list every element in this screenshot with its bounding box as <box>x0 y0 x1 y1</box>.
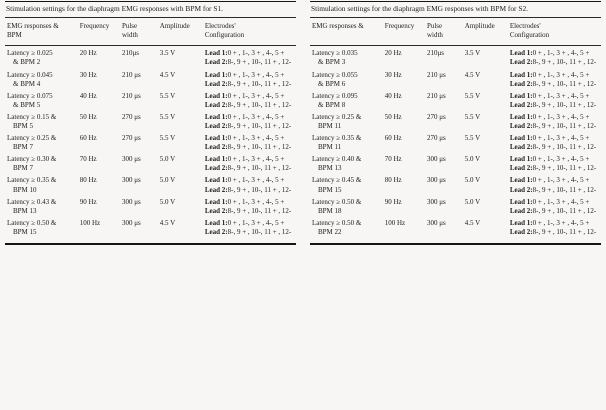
cell-amplitude: 5.0 V <box>159 176 176 185</box>
cell-emg-response-bpm: Latency ≥ 0.25 & BPM 7 <box>7 134 57 152</box>
lead-label: Lead 1: <box>509 197 533 206</box>
cell-electrodes-configuration: Lead 1:0 + , 1-, 3 + , 4-, 5 + Lead 2:8-, 9 + , 10-, 11 + , 12- <box>204 91 292 109</box>
lead-label: Lead 2: <box>204 185 228 194</box>
cell-frequency: 40 Hz <box>384 91 402 100</box>
lead-label: Lead 1: <box>204 134 228 143</box>
header-cell: EMG responses & BPM <box>7 21 59 39</box>
cell-pulse-width: 300 μs <box>426 218 446 227</box>
cell-frequency: 80 Hz <box>79 176 97 185</box>
table-row <box>310 48 601 69</box>
cell-electrodes-configuration: Lead 1:0 + , 1-, 3 + , 4-, 5 + Lead 2:8-, 9 + , 10-, 11 + , 12- <box>204 112 292 130</box>
cell-amplitude: 5.5 V <box>159 134 176 143</box>
table-row <box>5 175 296 196</box>
cell-pulse-width: 210 μs <box>426 70 446 79</box>
lead-label: Lead 1: <box>509 155 533 164</box>
table-row <box>310 90 601 111</box>
cell-amplitude: 5.5 V <box>159 91 176 100</box>
cell-amplitude: 5.0 V <box>159 197 176 206</box>
cell-emg-response-bpm: Latency ≥ 0.45 & BPM 15 <box>312 176 362 194</box>
cell-amplitude: 5.5 V <box>464 112 481 121</box>
cell-frequency: 60 Hz <box>79 134 97 143</box>
cell-electrodes-configuration: Lead 1:0 + , 1-, 3 + , 4-, 5 + Lead 2:8-, 9 + , 10-, 11 + , 12- <box>509 176 597 194</box>
lead-label: Lead 1: <box>509 49 533 58</box>
cell-amplitude: 5.5 V <box>464 134 481 143</box>
cell-frequency: 90 Hz <box>79 197 97 206</box>
table-s1-header-row <box>5 18 296 46</box>
cell-emg-response-bpm: Latency ≥ 0.35 & BPM 11 <box>312 134 362 152</box>
cell-frequency: 100 Hz <box>384 218 406 227</box>
header-cell: Amplitude <box>159 21 190 30</box>
table-row <box>310 196 601 217</box>
cell-amplitude: 5.0 V <box>464 176 481 185</box>
lead-label: Lead 1: <box>204 49 228 58</box>
cell-pulse-width: 300 μs <box>121 218 141 227</box>
lead-label: Lead 2: <box>509 185 533 194</box>
header-cell: Electrodes' Configuration <box>509 21 550 39</box>
lead-label: Lead 2: <box>204 164 228 173</box>
header-cell: Pulse width <box>426 21 443 39</box>
cell-electrodes-configuration: Lead 1:0 + , 1-, 3 + , 4-, 5 + Lead 2:8-, 9 + , 10-, 11 + , 12- <box>509 197 597 215</box>
cell-pulse-width: 300 μs <box>121 155 141 164</box>
table-row <box>5 111 296 132</box>
cell-pulse-width: 300 μs <box>426 197 446 206</box>
cell-frequency: 40 Hz <box>79 91 97 100</box>
cell-frequency: 80 Hz <box>384 176 402 185</box>
cell-emg-response-bpm: Latency ≥ 0.045 & BPM 4 <box>7 70 53 88</box>
cell-emg-response-bpm: Latency ≥ 0.075 & BPM 5 <box>7 91 53 109</box>
table-s1-body <box>5 46 296 245</box>
cell-emg-response-bpm: Latency ≥ 0.43 & BPM 13 <box>7 197 57 215</box>
table-row <box>5 133 296 154</box>
lead-label: Lead 1: <box>204 112 228 121</box>
table-row <box>5 154 296 175</box>
header-cell: Pulse width <box>121 21 138 39</box>
cell-amplitude: 5.5 V <box>159 112 176 121</box>
header-cell: Electrodes' Configuration <box>204 21 245 39</box>
header-cell: EMG responses & <box>312 21 364 30</box>
header-cell: Frequency <box>384 21 415 30</box>
lead-label: Lead 2: <box>204 143 228 152</box>
lead-label: Lead 2: <box>509 206 533 215</box>
table-row <box>310 111 601 132</box>
cell-electrodes-configuration: Lead 1:0 + , 1-, 3 + , 4-, 5 + Lead 2:8-, 9 + , 10-, 11 + , 12- <box>509 70 597 88</box>
cell-pulse-width: 300 μs <box>121 197 141 206</box>
lead-label: Lead 1: <box>204 91 228 100</box>
lead-label: Lead 1: <box>509 91 533 100</box>
cell-pulse-width: 270 μs <box>426 134 446 143</box>
cell-electrodes-configuration: Lead 1:0 + , 1-, 3 + , 4-, 5 + Lead 2:8-, 9 + , 10-, 11 + , 12- <box>204 49 292 67</box>
cell-amplitude: 5.5 V <box>464 91 481 100</box>
lead-label: Lead 1: <box>204 176 228 185</box>
cell-frequency: 30 Hz <box>384 70 402 79</box>
table-s1-title: Stimulation settings for the diaphragm EMG responses with BPM for S1. <box>5 2 296 18</box>
table-row <box>5 90 296 111</box>
lead-label: Lead 1: <box>204 197 228 206</box>
cell-emg-response-bpm: Latency ≥ 0.35 & BPM 10 <box>7 176 57 194</box>
lead-label: Lead 2: <box>204 227 228 236</box>
lead-label: Lead 2: <box>509 58 533 67</box>
lead-label: Lead 2: <box>509 227 533 236</box>
cell-amplitude: 4.5 V <box>464 70 481 79</box>
cell-frequency: 50 Hz <box>384 112 402 121</box>
table-row <box>5 69 296 90</box>
cell-emg-response-bpm: Latency ≥ 0.40 & BPM 13 <box>312 155 362 173</box>
cell-amplitude: 5.0 V <box>464 197 481 206</box>
lead-label: Lead 1: <box>509 134 533 143</box>
cell-pulse-width: 210 μs <box>121 91 141 100</box>
cell-electrodes-configuration: Lead 1:0 + , 1-, 3 + , 4-, 5 + Lead 2:8-, 9 + , 10-, 11 + , 12- <box>509 218 597 236</box>
table-row <box>5 48 296 69</box>
cell-pulse-width: 270 μs <box>426 112 446 121</box>
cell-electrodes-configuration: Lead 1:0 + , 1-, 3 + , 4-, 5 + Lead 2:8-, 9 + , 10-, 11 + , 12- <box>204 218 292 236</box>
cell-pulse-width: 300 μs <box>426 176 446 185</box>
cell-frequency: 70 Hz <box>79 155 97 164</box>
lead-label: Lead 1: <box>509 176 533 185</box>
table-s1 <box>5 1 296 245</box>
cell-amplitude: 3.5 V <box>159 49 176 58</box>
cell-amplitude: 4.5 V <box>159 218 176 227</box>
table-row <box>310 154 601 175</box>
cell-emg-response-bpm: Latency ≥ 0.50 & BPM 18 <box>312 197 362 215</box>
table-row <box>5 217 296 238</box>
lead-label: Lead 2: <box>204 121 228 130</box>
cell-pulse-width: 210 μs <box>426 91 446 100</box>
table-row <box>310 69 601 90</box>
lead-label: Lead 1: <box>204 70 228 79</box>
cell-electrodes-configuration: Lead 1:0 + , 1-, 3 + , 4-, 5 + Lead 2:8-, 9 + , 10-, 11 + , 12- <box>204 134 292 152</box>
lead-label: Lead 2: <box>204 100 228 109</box>
lead-label: Lead 2: <box>509 143 533 152</box>
cell-electrodes-configuration: Lead 1:0 + , 1-, 3 + , 4-, 5 + Lead 2:8-, 9 + , 10-, 11 + , 12- <box>204 70 292 88</box>
lead-label: Lead 2: <box>204 58 228 67</box>
cell-frequency: 100 Hz <box>79 218 101 227</box>
cell-electrodes-configuration: Lead 1:0 + , 1-, 3 + , 4-, 5 + Lead 2:8-, 9 + , 10-, 11 + , 12- <box>509 134 597 152</box>
cell-emg-response-bpm: Latency ≥ 0.30 & BPM 7 <box>7 155 57 173</box>
cell-pulse-width: 210μs <box>426 49 444 58</box>
lead-label: Lead 1: <box>509 112 533 121</box>
cell-electrodes-configuration: Lead 1:0 + , 1-, 3 + , 4-, 5 + Lead 2:8-, 9 + , 10-, 11 + , 12- <box>509 49 597 67</box>
cell-amplitude: 3.5 V <box>464 49 481 58</box>
table-s2-header-row <box>310 18 601 46</box>
cell-emg-response-bpm: Latency ≥ 0.25 & BPM 11 <box>312 112 362 130</box>
cell-pulse-width: 270 μs <box>121 134 141 143</box>
cell-emg-response-bpm: Latency ≥ 0.50 & BPM 15 <box>7 218 57 236</box>
cell-frequency: 60 Hz <box>384 134 402 143</box>
cell-pulse-width: 270 μs <box>121 112 141 121</box>
table-row <box>5 196 296 217</box>
cell-frequency: 30 Hz <box>79 70 97 79</box>
cell-pulse-width: 300 μs <box>121 176 141 185</box>
cell-amplitude: 4.5 V <box>464 218 481 227</box>
cell-frequency: 50 Hz <box>79 112 97 121</box>
table-s2 <box>310 1 601 245</box>
cell-frequency: 90 Hz <box>384 197 402 206</box>
cell-frequency: 20 Hz <box>384 49 402 58</box>
lead-label: Lead 2: <box>509 121 533 130</box>
cell-electrodes-configuration: Lead 1:0 + , 1-, 3 + , 4-, 5 + Lead 2:8-, 9 + , 10-, 11 + , 12- <box>509 155 597 173</box>
cell-electrodes-configuration: Lead 1:0 + , 1-, 3 + , 4-, 5 + Lead 2:8-, 9 + , 10-, 11 + , 12- <box>509 112 597 130</box>
cell-electrodes-configuration: Lead 1:0 + , 1-, 3 + , 4-, 5 + Lead 2:8-, 9 + , 10-, 11 + , 12- <box>509 91 597 109</box>
table-s2-body <box>310 46 601 245</box>
table-s2-title: Stimulation settings for the diaphragm EMG responses with BPM for S2. <box>310 2 601 18</box>
header-cell: Amplitude <box>464 21 495 30</box>
lead-label: Lead 2: <box>509 79 533 88</box>
lead-label: Lead 2: <box>509 164 533 173</box>
table-row <box>310 175 601 196</box>
lead-label: Lead 1: <box>204 155 228 164</box>
cell-pulse-width: 210μs <box>121 49 139 58</box>
lead-label: Lead 2: <box>509 100 533 109</box>
cell-frequency: 70 Hz <box>384 155 402 164</box>
lead-label: Lead 1: <box>509 218 533 227</box>
cell-pulse-width: 210 μs <box>121 70 141 79</box>
cell-electrodes-configuration: Lead 1:0 + , 1-, 3 + , 4-, 5 + Lead 2:8-, 9 + , 10-, 11 + , 12- <box>204 197 292 215</box>
cell-emg-response-bpm: Latency ≥ 0.025 & BPM 2 <box>7 49 53 67</box>
cell-emg-response-bpm: Latency ≥ 0.055 & BPM 6 <box>312 70 358 88</box>
cell-emg-response-bpm: Latency ≥ 0.095 & BPM 8 <box>312 91 358 109</box>
cell-emg-response-bpm: Latency ≥ 0.15 & BPM 5 <box>7 112 57 130</box>
lead-label: Lead 1: <box>204 218 228 227</box>
cell-amplitude: 5.0 V <box>159 155 176 164</box>
lead-label: Lead 2: <box>204 206 228 215</box>
cell-electrodes-configuration: Lead 1:0 + , 1-, 3 + , 4-, 5 + Lead 2:8-, 9 + , 10-, 11 + , 12- <box>204 176 292 194</box>
cell-amplitude: 4.5 V <box>159 70 176 79</box>
lead-label: Lead 2: <box>204 79 228 88</box>
cell-frequency: 20 Hz <box>79 49 97 58</box>
cell-electrodes-configuration: Lead 1:0 + , 1-, 3 + , 4-, 5 + Lead 2:8-, 9 + , 10-, 11 + , 12- <box>204 155 292 173</box>
cell-emg-response-bpm: Latency ≥ 0.50 & BPM 22 <box>312 218 362 236</box>
table-row <box>310 133 601 154</box>
cell-amplitude: 5.0 V <box>464 155 481 164</box>
cell-pulse-width: 300 μs <box>426 155 446 164</box>
lead-label: Lead 1: <box>509 70 533 79</box>
cell-emg-response-bpm: Latency ≥ 0.035 & BPM 3 <box>312 49 358 67</box>
table-row <box>310 217 601 238</box>
header-cell: Frequency <box>79 21 110 30</box>
